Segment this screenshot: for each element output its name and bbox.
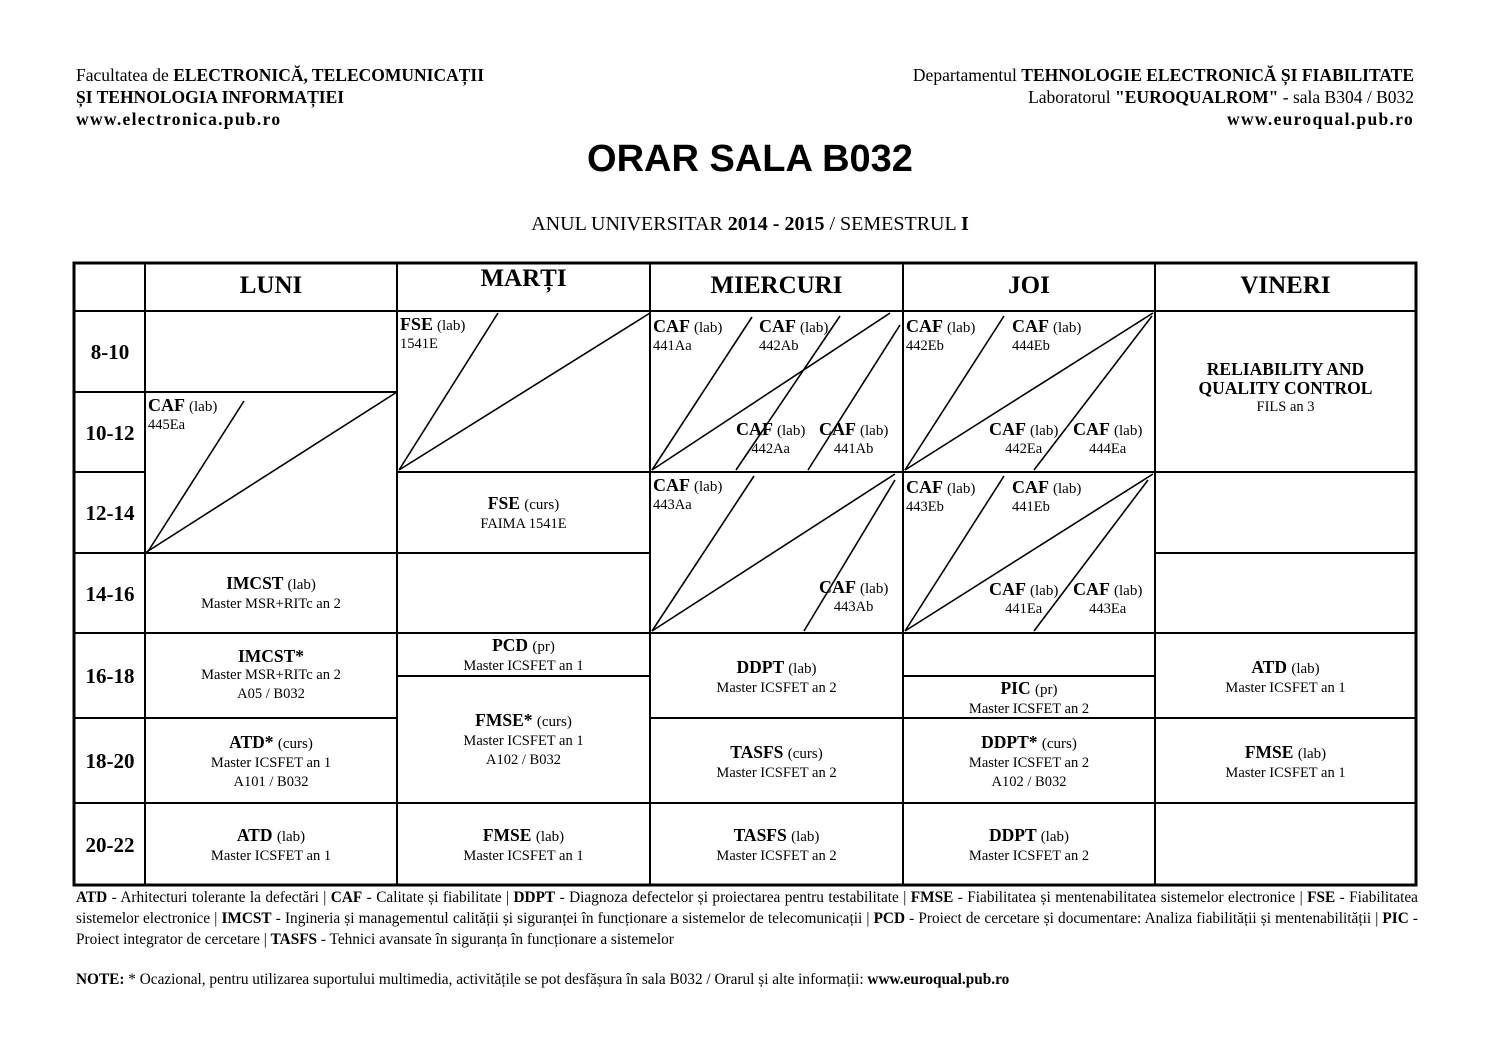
course-group: Master ICSFET an 1	[463, 658, 584, 674]
faculty-url-link[interactable]: www.electronica.pub.ro	[76, 109, 282, 129]
lab-slot	[989, 580, 1058, 618]
course-code: ATD*	[229, 732, 274, 752]
course-group: Master ICSFET an 2	[716, 848, 837, 864]
schedule-cell	[650, 658, 903, 698]
lab-group: 1541E	[400, 336, 438, 352]
schedule-cell	[145, 647, 397, 704]
lab-type: (lab)	[1114, 583, 1143, 599]
lab-slot	[1012, 317, 1081, 355]
lab-type: (lab)	[694, 320, 723, 336]
course-group: Master ICSFET an 2	[968, 755, 1090, 771]
course-room: A101 / B032	[233, 774, 309, 790]
course-type: (lab)	[1297, 746, 1327, 762]
lab-type: (lab)	[800, 320, 829, 336]
course-room: A05 / B032	[237, 686, 305, 702]
course-group: Master MSR+RITc an 2	[201, 667, 341, 683]
lab-type: (lab)	[1053, 481, 1082, 497]
course-room: A102 / B032	[486, 752, 561, 768]
lab-group: 443Ab	[833, 599, 874, 615]
lab-type: (lab)	[947, 481, 976, 497]
lab-group: 443Ea	[1089, 601, 1127, 617]
lab-group: 444Ea	[1089, 441, 1127, 457]
lab-slot	[653, 476, 722, 514]
schedule-cell	[1155, 743, 1416, 783]
course-code: TASFS	[733, 825, 787, 845]
legend-abbr: PIC	[1382, 910, 1409, 927]
department-prefix: Departamentul	[912, 65, 1022, 85]
lab-type: (lab)	[947, 320, 976, 336]
lab-group: 445Ea	[148, 417, 186, 433]
footer-note	[76, 971, 1009, 989]
course-type: (curs)	[277, 736, 313, 752]
legend-abbr: DDPT	[513, 889, 556, 906]
schedule-cell	[650, 826, 903, 866]
day-header-miercuri: MIERCURI	[710, 272, 843, 299]
lab-group: 442Ab	[759, 338, 799, 354]
course-type: (lab)	[788, 661, 817, 677]
legend-abbr: IMCST	[221, 910, 272, 927]
schedule-cell	[1155, 360, 1416, 417]
course-title-line: RELIABILITY AND	[1206, 359, 1365, 379]
note-text: * Ocazional, pentru utilizarea suportului multimedia, activitățile se pot desfășura în sala B032 / Orarul și alte informații:	[124, 971, 868, 988]
schedule-cell	[145, 733, 397, 792]
day-header-marti: MARȚI	[480, 265, 567, 292]
time-slot-label: 12-14	[85, 501, 135, 525]
lab-slot	[759, 317, 828, 355]
legend-abbr: CAF	[330, 889, 363, 906]
lab-type: (lab)	[860, 423, 889, 439]
time-slot-label: 16-18	[85, 664, 135, 688]
time-slot-label: 20-22	[85, 833, 135, 857]
note-url-link[interactable]: www.euroqual.pub.ro	[867, 971, 1010, 988]
course-code: IMCST*	[237, 646, 305, 666]
course-group: Master ICSFET an 1	[463, 733, 584, 749]
course-type: (curs)	[787, 746, 823, 762]
course-group: Master ICSFET an 2	[968, 701, 1090, 717]
lab-prefix: Laboratorul	[1028, 87, 1116, 107]
schedule-cell	[145, 574, 397, 614]
lab-group: 442Eb	[906, 338, 944, 354]
lab-group: 444Eb	[1012, 338, 1050, 354]
course-group: Master ICSFET an 2	[716, 680, 837, 696]
lab-code: FSE	[400, 314, 434, 334]
course-group: FAIMA 1541E	[480, 516, 567, 532]
course-type: (curs)	[536, 714, 572, 730]
legend-text: - Proiect integrator de cercetare |	[76, 910, 1419, 948]
legend-text: - Calitate și fiabilitate |	[362, 889, 514, 906]
legend-text: - Proiect de cercetare și documentare: Analiza fiabilității și mentenabilității |	[905, 910, 1383, 927]
course-code: ATD	[1251, 657, 1287, 677]
course-room: A102 / B032	[991, 774, 1067, 790]
lab-type: (lab)	[189, 399, 218, 415]
legend-text: - Tehnici avansate în siguranța în funcționare a sistemelor	[317, 931, 674, 948]
lab-slot	[906, 478, 975, 516]
course-type: (lab)	[535, 829, 565, 845]
legend-text: - Arhitecturi tolerante la defectări |	[107, 889, 331, 906]
lab-type: (lab)	[777, 423, 806, 439]
lab-code: CAF	[989, 579, 1026, 599]
course-code: DDPT	[736, 657, 784, 677]
lab-code: CAF	[819, 419, 856, 439]
lab-code: CAF	[148, 395, 185, 415]
day-header-joi: JOI	[1008, 272, 1050, 299]
lab-code: CAF	[653, 475, 690, 495]
lab-type: (lab)	[1114, 423, 1143, 439]
faculty-name-2: ȘI TEHNOLOGIA INFORMAȚIEI	[76, 87, 345, 107]
legend-abbr: PCD	[873, 910, 906, 927]
course-code: FSE	[487, 493, 520, 513]
faculty-name: ELECTRONICĂ, TELECOMUNICAȚII	[173, 65, 485, 85]
course-code: ATD	[236, 825, 273, 845]
lab-type: (lab)	[1053, 320, 1082, 336]
lab-code: CAF	[1012, 477, 1049, 497]
lab-group: 442Ea	[1005, 441, 1043, 457]
academic-year: 2014 - 2015	[727, 213, 825, 235]
legend-text: - Ingineria și managementul calității și siguranței în funcționare a sistemelor de telecomunicații |	[271, 910, 874, 927]
lab-room: - sala B304 / B032	[1278, 87, 1414, 107]
faculty-prefix: Facultatea de	[76, 65, 174, 85]
day-header-vineri: VINERI	[1240, 272, 1331, 299]
lab-slot	[653, 317, 722, 355]
course-type: (lab)	[1040, 829, 1070, 845]
time-slot-label: 18-20	[85, 749, 135, 773]
lab-slot	[148, 396, 217, 434]
note-label: NOTE:	[76, 971, 125, 988]
lab-type: (lab)	[1030, 423, 1059, 439]
course-group: FILS an 3	[1256, 399, 1315, 415]
course-code: FMSE	[1244, 742, 1294, 762]
department-url-link[interactable]: www.euroqual.pub.ro	[1227, 109, 1414, 129]
lab-type: (lab)	[694, 479, 723, 495]
course-group: Master ICSFET an 1	[1225, 765, 1346, 781]
day-header-luni: LUNI	[239, 272, 303, 299]
lab-group: 443Eb	[906, 499, 944, 515]
abbreviations-legend	[76, 887, 1418, 950]
lab-slot	[906, 317, 975, 355]
lab-code: CAF	[1012, 316, 1049, 336]
lab-type: (lab)	[1030, 583, 1059, 599]
course-type: (curs)	[524, 497, 560, 513]
lab-group: 443Aa	[653, 497, 692, 513]
lab-group: 442Aa	[751, 441, 790, 457]
lab-group: 441Ea	[1005, 601, 1043, 617]
course-code: DDPT	[988, 825, 1037, 845]
schedule-cell	[397, 826, 650, 866]
time-slot-label: 14-16	[85, 582, 135, 606]
lab-slot	[819, 420, 888, 458]
legend-text: - Fiabilitatea și mentenabilitatea sistemelor electronice |	[953, 889, 1308, 906]
semester: I	[960, 213, 969, 235]
lab-code: CAF	[989, 419, 1026, 439]
course-code: FMSE*	[475, 710, 533, 730]
course-group: Master ICSFET an 1	[210, 848, 332, 864]
course-type: (lab)	[1291, 661, 1320, 677]
course-group: Master ICSFET an 2	[968, 848, 1090, 864]
lab-slot	[736, 420, 805, 458]
legend-abbr: FMSE	[910, 889, 954, 906]
legend-text: - Diagnoza defectelor și proiectarea pentru testabilitate |	[555, 889, 911, 906]
lab-group: 441Eb	[1012, 499, 1050, 515]
lab-group: 441Aa	[653, 338, 692, 354]
course-group: Master ICSFET an 1	[210, 755, 332, 771]
time-slot-label: 10-12	[85, 421, 135, 445]
lab-name: "EUROQUALROM"	[1115, 87, 1279, 107]
schedule-cell	[1155, 658, 1416, 698]
lab-slot	[400, 315, 465, 353]
course-code: PCD	[492, 635, 529, 655]
legend-abbr: ATD	[76, 889, 108, 906]
lab-group: 441Ab	[833, 441, 874, 457]
course-code: PIC	[1000, 678, 1031, 698]
schedule-cell	[903, 826, 1155, 866]
course-type: (pr)	[1035, 682, 1058, 698]
schedule-cell	[397, 494, 650, 534]
course-code: TASFS	[730, 742, 784, 762]
course-code: FMSE	[482, 825, 532, 845]
lab-code: CAF	[653, 316, 690, 336]
course-type: (lab)	[791, 829, 820, 845]
schedule-cell	[903, 679, 1155, 719]
course-code: DDPT*	[981, 732, 1038, 752]
lab-type: (lab)	[437, 318, 466, 334]
lab-code: CAF	[906, 477, 943, 497]
course-title-line: QUALITY CONTROL	[1198, 378, 1373, 398]
course-type: (pr)	[532, 639, 555, 655]
subtitle-sep: / SEMESTRUL	[824, 213, 961, 235]
course-group: Master ICSFET an 1	[463, 848, 584, 864]
department-name: TEHNOLOGIE ELECTRONICĂ ȘI FIABILITATE	[1021, 65, 1414, 85]
lab-slot	[989, 420, 1058, 458]
lab-slot	[819, 578, 888, 616]
schedule-cell	[397, 711, 650, 770]
lab-slot	[1073, 580, 1142, 618]
lab-code: CAF	[1073, 579, 1110, 599]
schedule-cell	[903, 733, 1155, 792]
lab-code: CAF	[1073, 419, 1110, 439]
lab-code: CAF	[906, 316, 943, 336]
legend-text: - Fiabilitatea sistemelor electronice |	[76, 889, 1418, 927]
course-code: IMCST	[226, 573, 284, 593]
schedule-cell	[397, 636, 650, 676]
course-type: (lab)	[276, 829, 306, 845]
course-type: (lab)	[287, 577, 316, 593]
lab-type: (lab)	[860, 581, 889, 597]
course-type: (curs)	[1041, 736, 1077, 752]
page-title: ORAR SALA B032	[587, 138, 913, 180]
legend-abbr: TASFS	[270, 931, 318, 948]
schedule-cell	[145, 826, 397, 866]
legend-abbr: FSE	[1307, 889, 1336, 906]
lab-slot	[1073, 420, 1142, 458]
time-slot-label: 8-10	[90, 340, 130, 364]
lab-code: CAF	[759, 316, 796, 336]
course-group: Master MSR+RITc an 2	[201, 596, 341, 612]
lab-code: CAF	[819, 577, 856, 597]
lab-code: CAF	[736, 419, 773, 439]
subtitle-prefix: ANUL UNIVERSITAR	[531, 213, 728, 235]
lab-slot	[1012, 478, 1081, 516]
course-group: Master ICSFET an 1	[1225, 680, 1346, 696]
course-group: Master ICSFET an 2	[716, 765, 837, 781]
schedule-cell	[650, 743, 903, 783]
